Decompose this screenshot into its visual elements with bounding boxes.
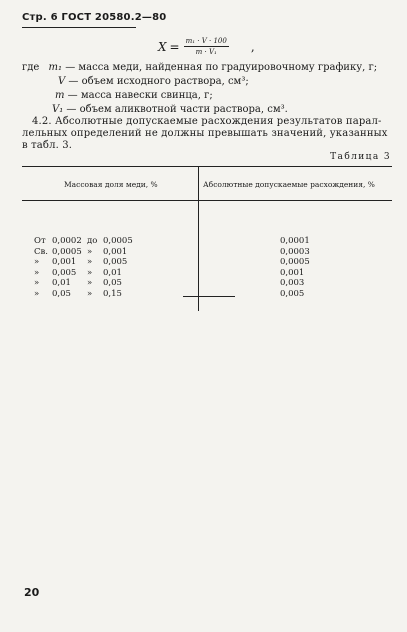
table-body-ranges bbox=[34, 236, 143, 299]
page-header: Стр. 6 ГОСТ 20580.2—80 bbox=[22, 12, 167, 23]
range-to: 0,15 bbox=[103, 288, 122, 299]
range-from: 0,01 bbox=[52, 278, 71, 288]
range-to: 0,001 bbox=[103, 246, 128, 257]
range-from: 0,05 bbox=[52, 288, 71, 299]
range-from: 0,001 bbox=[52, 257, 77, 267]
table-row bbox=[34, 247, 143, 258]
definition-lead: где bbox=[22, 62, 40, 73]
range-sep: » bbox=[87, 257, 93, 267]
formula-numerator: m₁ · V · 100 bbox=[185, 37, 227, 45]
definition-symbol: V₁ bbox=[52, 104, 64, 115]
tolerance-value: 0,003 bbox=[280, 278, 305, 288]
range-prefix: » bbox=[34, 267, 40, 278]
range-prefix: » bbox=[34, 288, 40, 299]
table-row bbox=[34, 257, 143, 268]
paragraph-line: 4.2. Абсолютные допускаемые расхождения результатов парал- bbox=[32, 116, 382, 127]
range-sep: » bbox=[87, 288, 93, 299]
table-column-divider bbox=[198, 166, 199, 311]
definition-symbol: m bbox=[55, 90, 65, 101]
range-prefix: » bbox=[34, 257, 40, 267]
range-sep: » bbox=[87, 246, 93, 257]
table-row bbox=[34, 236, 143, 247]
table-row bbox=[34, 268, 143, 279]
formula-fraction bbox=[184, 37, 229, 56]
range-sep: до bbox=[87, 236, 98, 246]
formula-denominator: m · V₁ bbox=[195, 48, 217, 56]
range-sep: » bbox=[87, 278, 93, 288]
range-to: 0,0005 bbox=[103, 236, 133, 246]
table-caption: Таблица 3 bbox=[330, 152, 391, 162]
table-top-rule bbox=[22, 166, 392, 167]
tolerance-value: 0,0005 bbox=[280, 257, 310, 267]
range-from: 0,0002 bbox=[52, 236, 82, 246]
formula bbox=[158, 37, 255, 56]
tolerance-value: 0,005 bbox=[280, 288, 305, 299]
definition-text: — масса меди, найденная по градуировочному графику, г; bbox=[65, 62, 378, 73]
definition-row bbox=[55, 90, 213, 101]
header-underline bbox=[22, 27, 136, 28]
table-header-rule bbox=[22, 200, 392, 201]
definition-row bbox=[58, 76, 249, 87]
definition-symbol: m₁ bbox=[48, 62, 63, 73]
range-to: 0,005 bbox=[103, 257, 128, 267]
table-row bbox=[34, 289, 143, 300]
range-from: 0,0005 bbox=[52, 246, 82, 257]
formula-lhs: X bbox=[158, 39, 167, 54]
section-end-rule bbox=[183, 296, 235, 297]
range-prefix: » bbox=[34, 278, 40, 288]
table-header-tolerance: Абсолютные допускаемые расхождения, % bbox=[203, 180, 375, 189]
tolerance-value: 0,001 bbox=[280, 267, 305, 278]
definition-symbol: V bbox=[58, 76, 66, 87]
definition-row bbox=[22, 62, 377, 73]
tolerance-value: 0,0001 bbox=[280, 236, 310, 246]
paragraph-line: лельных определений не должны превышать значений, указанных bbox=[22, 128, 388, 139]
definition-text: — масса навески свинца, г; bbox=[67, 90, 213, 101]
range-from: 0,005 bbox=[52, 267, 77, 278]
table-body-values bbox=[280, 236, 310, 299]
definition-text: — объем исходного раствора, см³; bbox=[68, 76, 249, 87]
range-sep: » bbox=[87, 267, 93, 278]
tolerance-value: 0,0003 bbox=[280, 246, 310, 257]
formula-equals: = bbox=[169, 39, 180, 54]
definition-text: — объем аликвотной части раствора, см³. bbox=[66, 104, 288, 115]
range-to: 0,05 bbox=[103, 278, 122, 288]
range-prefix: От bbox=[34, 236, 46, 246]
table-header-mass-fraction: Массовая доля меди, % bbox=[64, 180, 158, 189]
definition-row bbox=[52, 104, 288, 115]
page-number: 20 bbox=[24, 586, 40, 599]
range-to: 0,01 bbox=[103, 267, 122, 278]
formula-comma: , bbox=[250, 39, 255, 54]
range-prefix: Св. bbox=[34, 246, 48, 257]
table-row bbox=[34, 278, 143, 289]
paragraph-line: в табл. 3. bbox=[22, 140, 73, 151]
